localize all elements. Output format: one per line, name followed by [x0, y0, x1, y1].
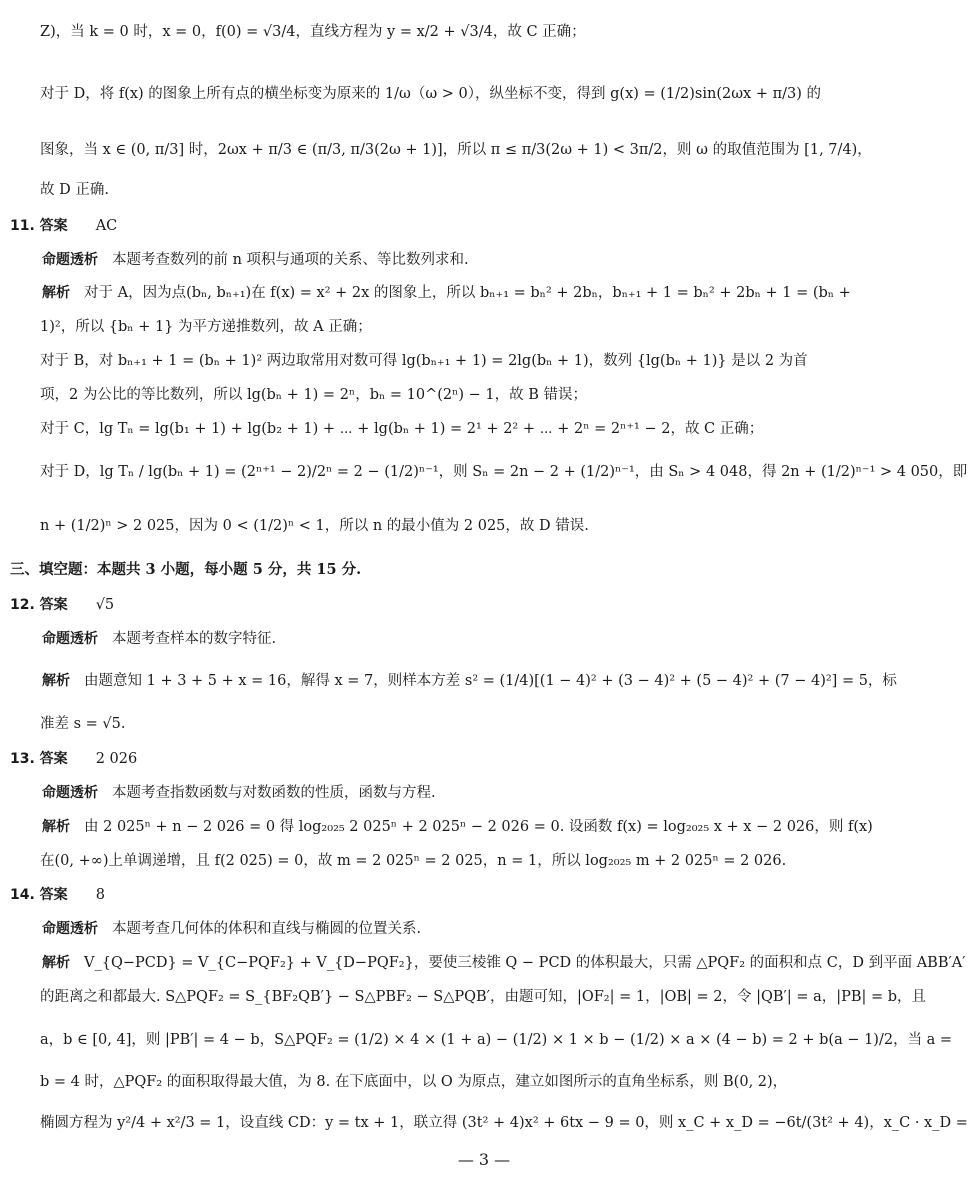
line-text: 本题考查几何体的体积和直线与椭圆的位置关系.: [112, 921, 422, 937]
line-text: 对于 D，将 f(x) 的图象上所有点的横坐标变为原来的 1/ω（ω > 0），纵坐标不变，得到 g(x) = (1/2)sin(2ωx + π/3) 的: [40, 86, 821, 102]
text-line: [40, 22, 764, 42]
line-text: V_{Q−PCD} = V_{C−PQF₂} + V_{D−PQF₂}，要使三棱锥 Q − PCD 的体积最大，只需 △PQF₂ 的面积和点 C，D 到平面 ABB′A′: [84, 955, 966, 971]
line-text: 在(0, +∞)上单调递增，且 f(2 025) = 0，故 m = 2 025ⁿ = 2 025，n = 1，所以 log₂₀₂₅ m + 2 025ⁿ = 2 026.: [40, 853, 787, 869]
text-line: [40, 84, 821, 104]
line-text: 三、填空题：本题共 3 小题，每小题 5 分，共 15 分.: [10, 561, 362, 578]
text-line: [42, 629, 764, 649]
line-label: 命题透析: [42, 785, 98, 801]
text-line: [40, 180, 764, 200]
line-text: 1)²，所以 {bₙ + 1} 为平方递推数列，故 A 正确；: [40, 319, 372, 335]
line-label: 13. 答案: [10, 751, 68, 767]
line-text: b = 4 时，△PQF₂ 的面积取得最大值，为 8. 在下底面中，以 O 为原点，建立如图所示的直角坐标系，则 B(0, 2)，: [40, 1074, 788, 1090]
line-text: 椭圆方程为 y²/4 + x²/3 = 1，设直线 CD：y = tx + 1，联立得 (3t² + 4)x² + 6tx − 9 = 0，则 x_C + x_D = −6t/(3t² + 4)，x_C · x_D =: [40, 1115, 968, 1131]
line-label: 11. 答案: [10, 218, 68, 234]
text-line: [10, 595, 764, 615]
line-label: 解析: [42, 673, 70, 689]
line-text: 对于 B，对 bₙ₊₁ + 1 = (bₙ + 1)² 两边取常用对数可得 lg(bₙ₊₁ + 1) = 2lg(bₙ + 1)，数列 {lg(bₙ + 1)} 是以 2 为首: [40, 353, 808, 369]
line-text: a，b ∈ [0, 4]，则 |PB′| = 4 − b，S△PQF₂ = (1/2) × 4 × (1 + a) − (1/2) × 1 × b − (1/2) × a × (4 − b) = 2 + b(a − 1)/2，当 a =: [40, 1032, 953, 1048]
text-line: [40, 1072, 788, 1092]
text-line: [40, 140, 872, 160]
text-line: [42, 671, 897, 691]
line-label: 命题透析: [42, 921, 98, 937]
line-text: 本题考查数列的前 n 项积与通项的关系、等比数列求和.: [112, 252, 469, 268]
text-line: [40, 317, 764, 337]
line-text: 由 2 025ⁿ + n − 2 026 = 0 得 log₂₀₂₅ 2 025ⁿ + 2 025ⁿ − 2 026 = 0. 设函数 f(x) = log₂₀₂₅ x + x − 2 026，则 f(x): [84, 819, 873, 835]
line-label: 解析: [42, 955, 70, 971]
line-text: Z)，当 k = 0 时，x = 0，f(0) = √3/4，直线方程为 y = x/2 + √3/4，故 C 正确；: [40, 24, 586, 40]
text-line: [40, 351, 808, 371]
line-label: 解析: [42, 285, 70, 301]
text-line: [10, 560, 764, 580]
answer-value: AC: [95, 218, 118, 234]
line-text: 准差 s = √5.: [40, 716, 126, 732]
text-line: [40, 385, 764, 405]
text-line: [42, 283, 851, 303]
page-number: — 3 —: [457, 1150, 511, 1169]
text-line: [40, 851, 787, 871]
line-text: 对于 A，因为点(bₙ, bₙ₊₁)在 f(x) = x² + 2x 的图象上，所以 bₙ₊₁ = bₙ² + 2bₙ，bₙ₊₁ + 1 = bₙ² + 2bₙ + 1 = (bₙ +: [84, 285, 851, 301]
answer-value: 2 026: [95, 751, 138, 767]
text-line: [42, 783, 764, 803]
line-text: 由题意知 1 + 3 + 5 + x = 16，解得 x = 7，则样本方差 s² = (1/4)[(1 − 4)² + (3 − 4)² + (5 − 4)² + (7 − 4)²] = 5，标: [84, 673, 897, 689]
line-text: 项，2 为公比的等比数列，所以 lg(bₙ + 1) = 2ⁿ，bₙ = 10^(2ⁿ) − 1，故 B 错误；: [40, 387, 587, 403]
line-label: 命题透析: [42, 631, 98, 647]
text-line: [10, 749, 764, 769]
line-text: 本题考查样本的数字特征.: [112, 631, 277, 647]
text-line: [42, 919, 764, 939]
line-text: 本题考查指数函数与对数函数的性质，函数与方程.: [112, 785, 436, 801]
text-line: [40, 1030, 953, 1050]
text-line: [40, 419, 764, 439]
line-text: 对于 C，lg Tₙ = lg(b₁ + 1) + lg(b₂ + 1) + ⋯ + lg(bₙ + 1) = 2¹ + 2² + ⋯ + 2ⁿ = 2ⁿ⁺¹ − 2，故 C 正确；: [40, 421, 764, 437]
text-line: [10, 885, 764, 905]
text-line: [42, 817, 873, 837]
line-text: n + (1/2)ⁿ > 2 025，因为 0 < (1/2)ⁿ < 1，所以 n 的最小值为 2 025，故 D 错误.: [40, 518, 589, 534]
line-text: 的距离之和都最大. S△PQF₂ = S_{BF₂QB′} − S△PBF₂ − S△PQB′，由题可知，|OF₂| = 1，|OB| = 2，令 |QB′| = a，|PB| = b，且: [40, 989, 927, 1005]
text-line: [42, 250, 764, 270]
line-text: 对于 D，lg Tₙ / lg(bₙ + 1) = (2ⁿ⁺¹ − 2)/2ⁿ = 2 − (1/2)ⁿ⁻¹，则 Sₙ = 2n − 2 + (1/2)ⁿ⁻¹，由 Sₙ > 4 048，得 2n + (1/2)ⁿ⁻¹ > 4 050，即: [40, 464, 968, 480]
line-text: 故 D 正确.: [40, 182, 109, 198]
text-line: [40, 714, 764, 734]
line-label: 命题透析: [42, 252, 98, 268]
line-label: 12. 答案: [10, 597, 68, 613]
text-line: [40, 1113, 968, 1133]
line-label: 14. 答案: [10, 887, 68, 903]
text-line: [42, 953, 966, 973]
text-line: [40, 516, 764, 536]
line-text: 图象，当 x ∈ (0, π/3] 时，2ωx + π/3 ∈ (π/3, π/3(2ω + 1)]，所以 π ≤ π/3(2ω + 1) < 3π/2，则 ω 的取值范围为 [1, 7/4)，: [40, 142, 872, 158]
line-label: 解析: [42, 819, 70, 835]
text-line: [40, 462, 968, 482]
answer-value: √5: [95, 597, 115, 613]
text-line: [40, 987, 927, 1007]
answer-value: 8: [95, 887, 105, 903]
text-line: [10, 216, 764, 236]
